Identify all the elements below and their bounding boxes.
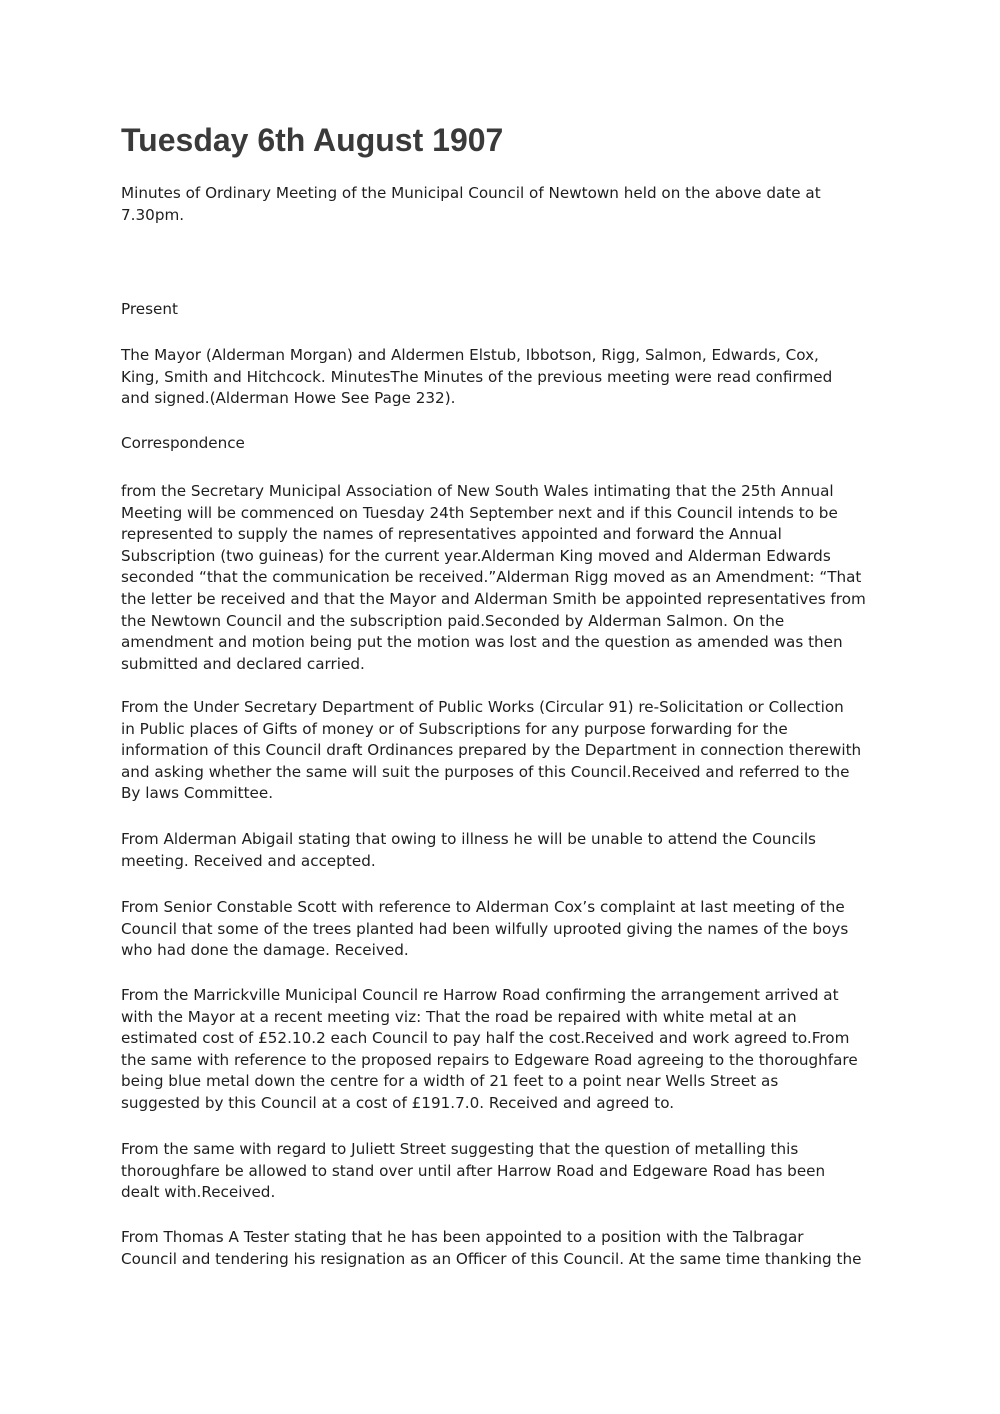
present-heading: Present — [121, 300, 178, 318]
correspondence-heading: Correspondence — [121, 434, 245, 452]
thomas-tester-paragraph: From Thomas A Tester stating that he has been appointed to a position with the Talbragar Council and tendering his resignation as an Officer of this Council. At the same time thanking the — [121, 1228, 862, 1268]
meeting-intro-paragraph: Minutes of Ordinary Meeting of the Municipal Council of Newtown held on the above date at 7.30pm. — [121, 184, 821, 224]
present-paragraph: The Mayor (Alderman Morgan) and Aldermen Elstub, Ibbotson, Rigg, Salmon, Edwards, Cox, King, Smith and Hitchcock. MinutesThe Minutes of the previous meeting were read confirmed and signed.(Alderman Howe See Page 232). — [121, 346, 833, 408]
marrickville-council-paragraph: From the Marrickville Municipal Council re Harrow Road confirming the arrangement arrived at with the Mayor at a recent meeting viz: That the road be repaired with white metal at an estimated cost of £52.10.2 each Council to pay half the cost.Received and work agreed to.From the same with reference to the proposed repairs to Edgeware Road agreeing to the thoroughfare being blue metal down the centre for a width of 21 feet to a point near Wells Street as suggested by this Council at a cost of £191.7.0. Received and agreed to. — [121, 986, 858, 1112]
constable-scott-paragraph: From Senior Constable Scott with reference to Alderman Cox’s complaint at last meeting of the Council that some of the trees planted had been wilfully uprooted giving the names of the boys who had done the damage. Received. — [121, 898, 849, 960]
public-works-paragraph: From the Under Secretary Department of Public Works (Circular 91) re-Solicitation or Collection in Public places of Gifts of money or of Subscriptions for any purpose forwarding for the information of this Council draft Ordinances prepared by the Department in connection therewith and asking whether the same will suit the purposes of this Council.Received and referred to the By laws Committee. — [121, 698, 862, 803]
page-title: Tuesday 6th August 1907 — [121, 122, 504, 158]
alderman-abigail-paragraph: From Alderman Abigail stating that owing to illness he will be unable to attend the Councils meeting. Received and accepted. — [121, 830, 816, 870]
juliett-street-paragraph: From the same with regard to Juliett Street suggesting that the question of metalling this thoroughfare be allowed to stand over until after Harrow Road and Edgeware Road has been dealt with.Received. — [121, 1140, 826, 1202]
municipal-association-paragraph: from the Secretary Municipal Association of New South Wales intimating that the 25th Annual Meeting will be commenced on Tuesday 24th September next and if this Council intends to be represented to supply the names of representatives appointed and forward the Annual Subscription (two guineas) for the current year.Alderman King moved and Alderman Edwards seconded “that the communication be received.”Alderman Rigg moved as an Amendment: “That the letter be received and that the Mayor and Alderman Smith be appointed representatives from the Newtown Council and the subscription paid.Seconded by Alderman Salmon. On the amendment and motion being put the motion was lost and the question as amended was then submitted and declared carried. — [121, 482, 866, 673]
